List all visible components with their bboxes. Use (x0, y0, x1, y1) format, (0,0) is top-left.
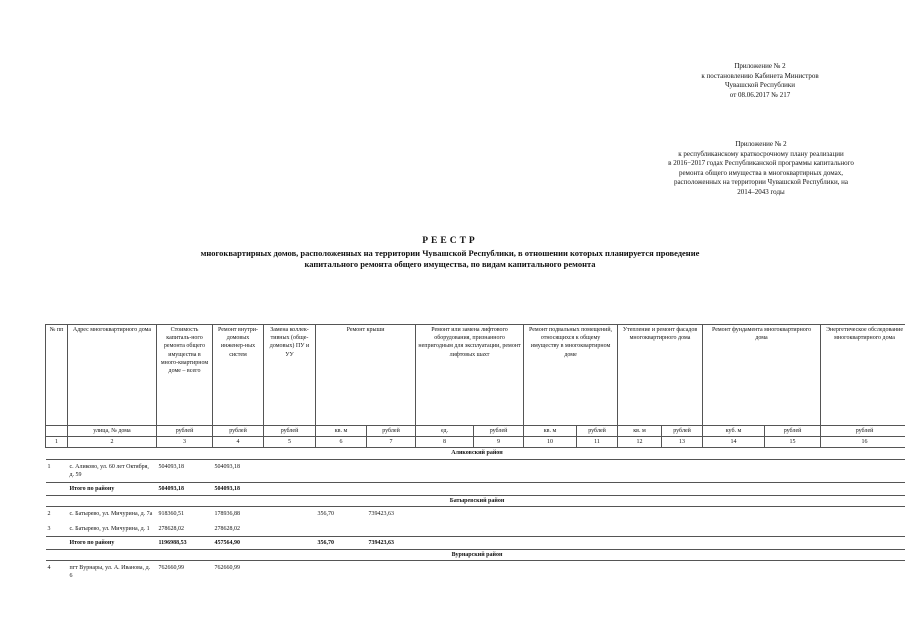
col-number: 14 (703, 437, 765, 448)
unit-c12: кв. м (618, 426, 662, 437)
annex-header-2 (630, 140, 892, 197)
row-total-cost: 504093,18 (158, 463, 184, 470)
header-basement: Ремонт подвальных помещений, относящихся к общему имуществу в многоквартирном доме (524, 325, 618, 426)
annex1-line: Приложение № 2 (734, 62, 786, 70)
total-label: Итого по району (68, 483, 157, 496)
row-internal-systems: 278628,02 (214, 525, 240, 532)
row-num: 2 (47, 511, 51, 518)
total-roof-area: 356,70 (316, 536, 367, 549)
region-name: Батыревский район (46, 496, 905, 507)
annex-header-1 (660, 62, 860, 100)
unit-c14: куб. м (703, 426, 765, 437)
header-meters: Замена коллек-тивных (обще-домовых) ПУ и УУ (264, 325, 316, 426)
unit-c5: рублей (264, 426, 316, 437)
row-num: 4 (47, 565, 51, 572)
annex2-line: ремонта общего имущества в многоквартирных домах, (678, 168, 844, 177)
header-energy: Энергетическое обследование многоквартирного дома (821, 325, 905, 426)
col-number: 6 (316, 437, 367, 448)
row-meters (264, 561, 316, 584)
unit-c8: ед. (416, 426, 474, 437)
annex2-line: к республиканскому краткосрочному плану реализации (678, 149, 844, 158)
header-address: Адрес многоквартирного дома (68, 325, 157, 426)
row-roof-area (316, 561, 367, 584)
unit-c13: рублей (662, 426, 703, 437)
col-number: 2 (68, 437, 157, 448)
col-number: 9 (474, 437, 524, 448)
annex2-line: 2014–2043 годы (737, 187, 785, 196)
document-title-block (100, 236, 800, 269)
row-meters (264, 522, 316, 537)
row-roof-area (316, 522, 367, 537)
row-total-cost: 762660,99 (158, 565, 184, 572)
col-number: 12 (618, 437, 662, 448)
document-title: РЕЕСТР (422, 236, 478, 246)
col-number: 10 (524, 437, 577, 448)
unit-c11: рублей (577, 426, 618, 437)
table-row (46, 522, 905, 537)
col-number: 16 (821, 437, 905, 448)
total-meters (264, 483, 316, 496)
table-row (46, 561, 905, 584)
total-cost: 1196988,53 (157, 536, 213, 549)
col-number: 4 (213, 437, 264, 448)
col-number: 7 (367, 437, 416, 448)
table-row (46, 507, 905, 522)
row-roof-cost: 739423,63 (368, 511, 394, 518)
header-facade: Утепление и ремонт фасадов многоквартирного дома (618, 325, 703, 426)
total-internal-systems: 457564,90 (213, 536, 264, 549)
unit-c6: кв. м (316, 426, 367, 437)
row-internal-systems: 762660,99 (214, 565, 240, 572)
col-number: 8 (416, 437, 474, 448)
total-internal-systems: 504093,18 (213, 483, 264, 496)
row-roof-cost (367, 459, 416, 482)
annex1-line: от 08.06.2017 № 217 (729, 90, 791, 99)
total-roof-area (316, 483, 367, 496)
total-roof-cost (367, 483, 416, 496)
document-subtitle-line-1: многоквартирных домов, расположенных на территории Чувашской Республики, в отношении которых планируется проведение (200, 248, 700, 258)
table-row (46, 459, 905, 482)
unit-c16: рублей (821, 426, 905, 437)
region-row (46, 496, 905, 507)
unit-c7: рублей (367, 426, 416, 437)
annex1-line: к постановлению Кабинета Министров (701, 71, 819, 80)
row-num: 3 (47, 525, 51, 532)
total-roof-cost: 739423,63 (367, 536, 416, 549)
row-total-cost: 278628,02 (158, 525, 184, 532)
header-total-cost: Стоимость капиталь-ного ремонта общего имущества в много-квартирном доме – всего (157, 325, 213, 426)
total-label: Итого по району (68, 536, 157, 549)
row-address: пгт Вурнары, ул. А. Иванова, д. 6 (69, 565, 151, 580)
region-total-row (46, 483, 905, 496)
row-address: с. Батырево, ул. Мичурина, д. 7а (69, 511, 153, 518)
table-body (46, 448, 905, 584)
annex1-line: Чувашской Республики (724, 81, 796, 89)
row-num: 1 (47, 463, 51, 470)
col-number: 3 (157, 437, 213, 448)
unit-c3: рублей (157, 426, 213, 437)
header-foundation: Ремонт фундамента многоквартирного дома (703, 325, 821, 426)
unit-address: улица, № дома (68, 426, 157, 437)
header-internal-systems: Ремонт внутри-домовых инженер-ных систем (213, 325, 264, 426)
region-row (46, 448, 905, 459)
row-roof-cost (367, 522, 416, 537)
row-roof-area (316, 459, 367, 482)
document-subtitle-line-2: капитального ремонта общего имущества, по видам капитального ремонта (304, 258, 596, 269)
total-meters (264, 536, 316, 549)
annex2-line: в 2016−2017 годах Республиканской программы капитального (668, 159, 854, 167)
row-meters (264, 507, 316, 522)
row-internal-systems: 504093,18 (214, 463, 240, 470)
unit-c9: рублей (474, 426, 524, 437)
header-roof: Ремонт крыши (316, 325, 416, 426)
col-number: 13 (662, 437, 703, 448)
col-number: 11 (577, 437, 618, 448)
header-elevator: Ремонт или замена лифтового оборудования, признанного непригодным для эксплуатации, ремонт лифтовых шахт (416, 325, 524, 426)
region-row (46, 550, 905, 561)
header-num: № пп (46, 325, 68, 426)
unit-c10: кв. м (524, 426, 577, 437)
row-meters (264, 459, 316, 482)
region-total-row (46, 536, 905, 549)
row-internal-systems: 178936,88 (214, 511, 240, 518)
region-name: Аликовский район (46, 448, 905, 459)
unit-c15: рублей (765, 426, 821, 437)
row-total-cost: 918360,51 (158, 511, 184, 518)
col-number: 15 (765, 437, 821, 448)
row-roof-area: 356,70 (317, 511, 334, 518)
col-number: 1 (46, 437, 68, 448)
row-roof-cost (367, 561, 416, 584)
table-header (46, 325, 905, 448)
row-address: с. Батырево, ул. Мичурина, д. 1 (69, 525, 150, 532)
annex2-line: Приложение № 2 (735, 140, 787, 148)
unit-c4: рублей (213, 426, 264, 437)
total-cost: 504093,18 (157, 483, 213, 496)
registry-table (45, 324, 905, 584)
row-address: с. Аликово, ул. 60 лет Октября, д. 59 (69, 463, 149, 478)
region-name: Вурнарский район (46, 550, 905, 561)
col-number: 5 (264, 437, 316, 448)
annex2-line: расположенных на территории Чувашской Республики, на (673, 178, 849, 186)
unit-num (46, 426, 68, 437)
